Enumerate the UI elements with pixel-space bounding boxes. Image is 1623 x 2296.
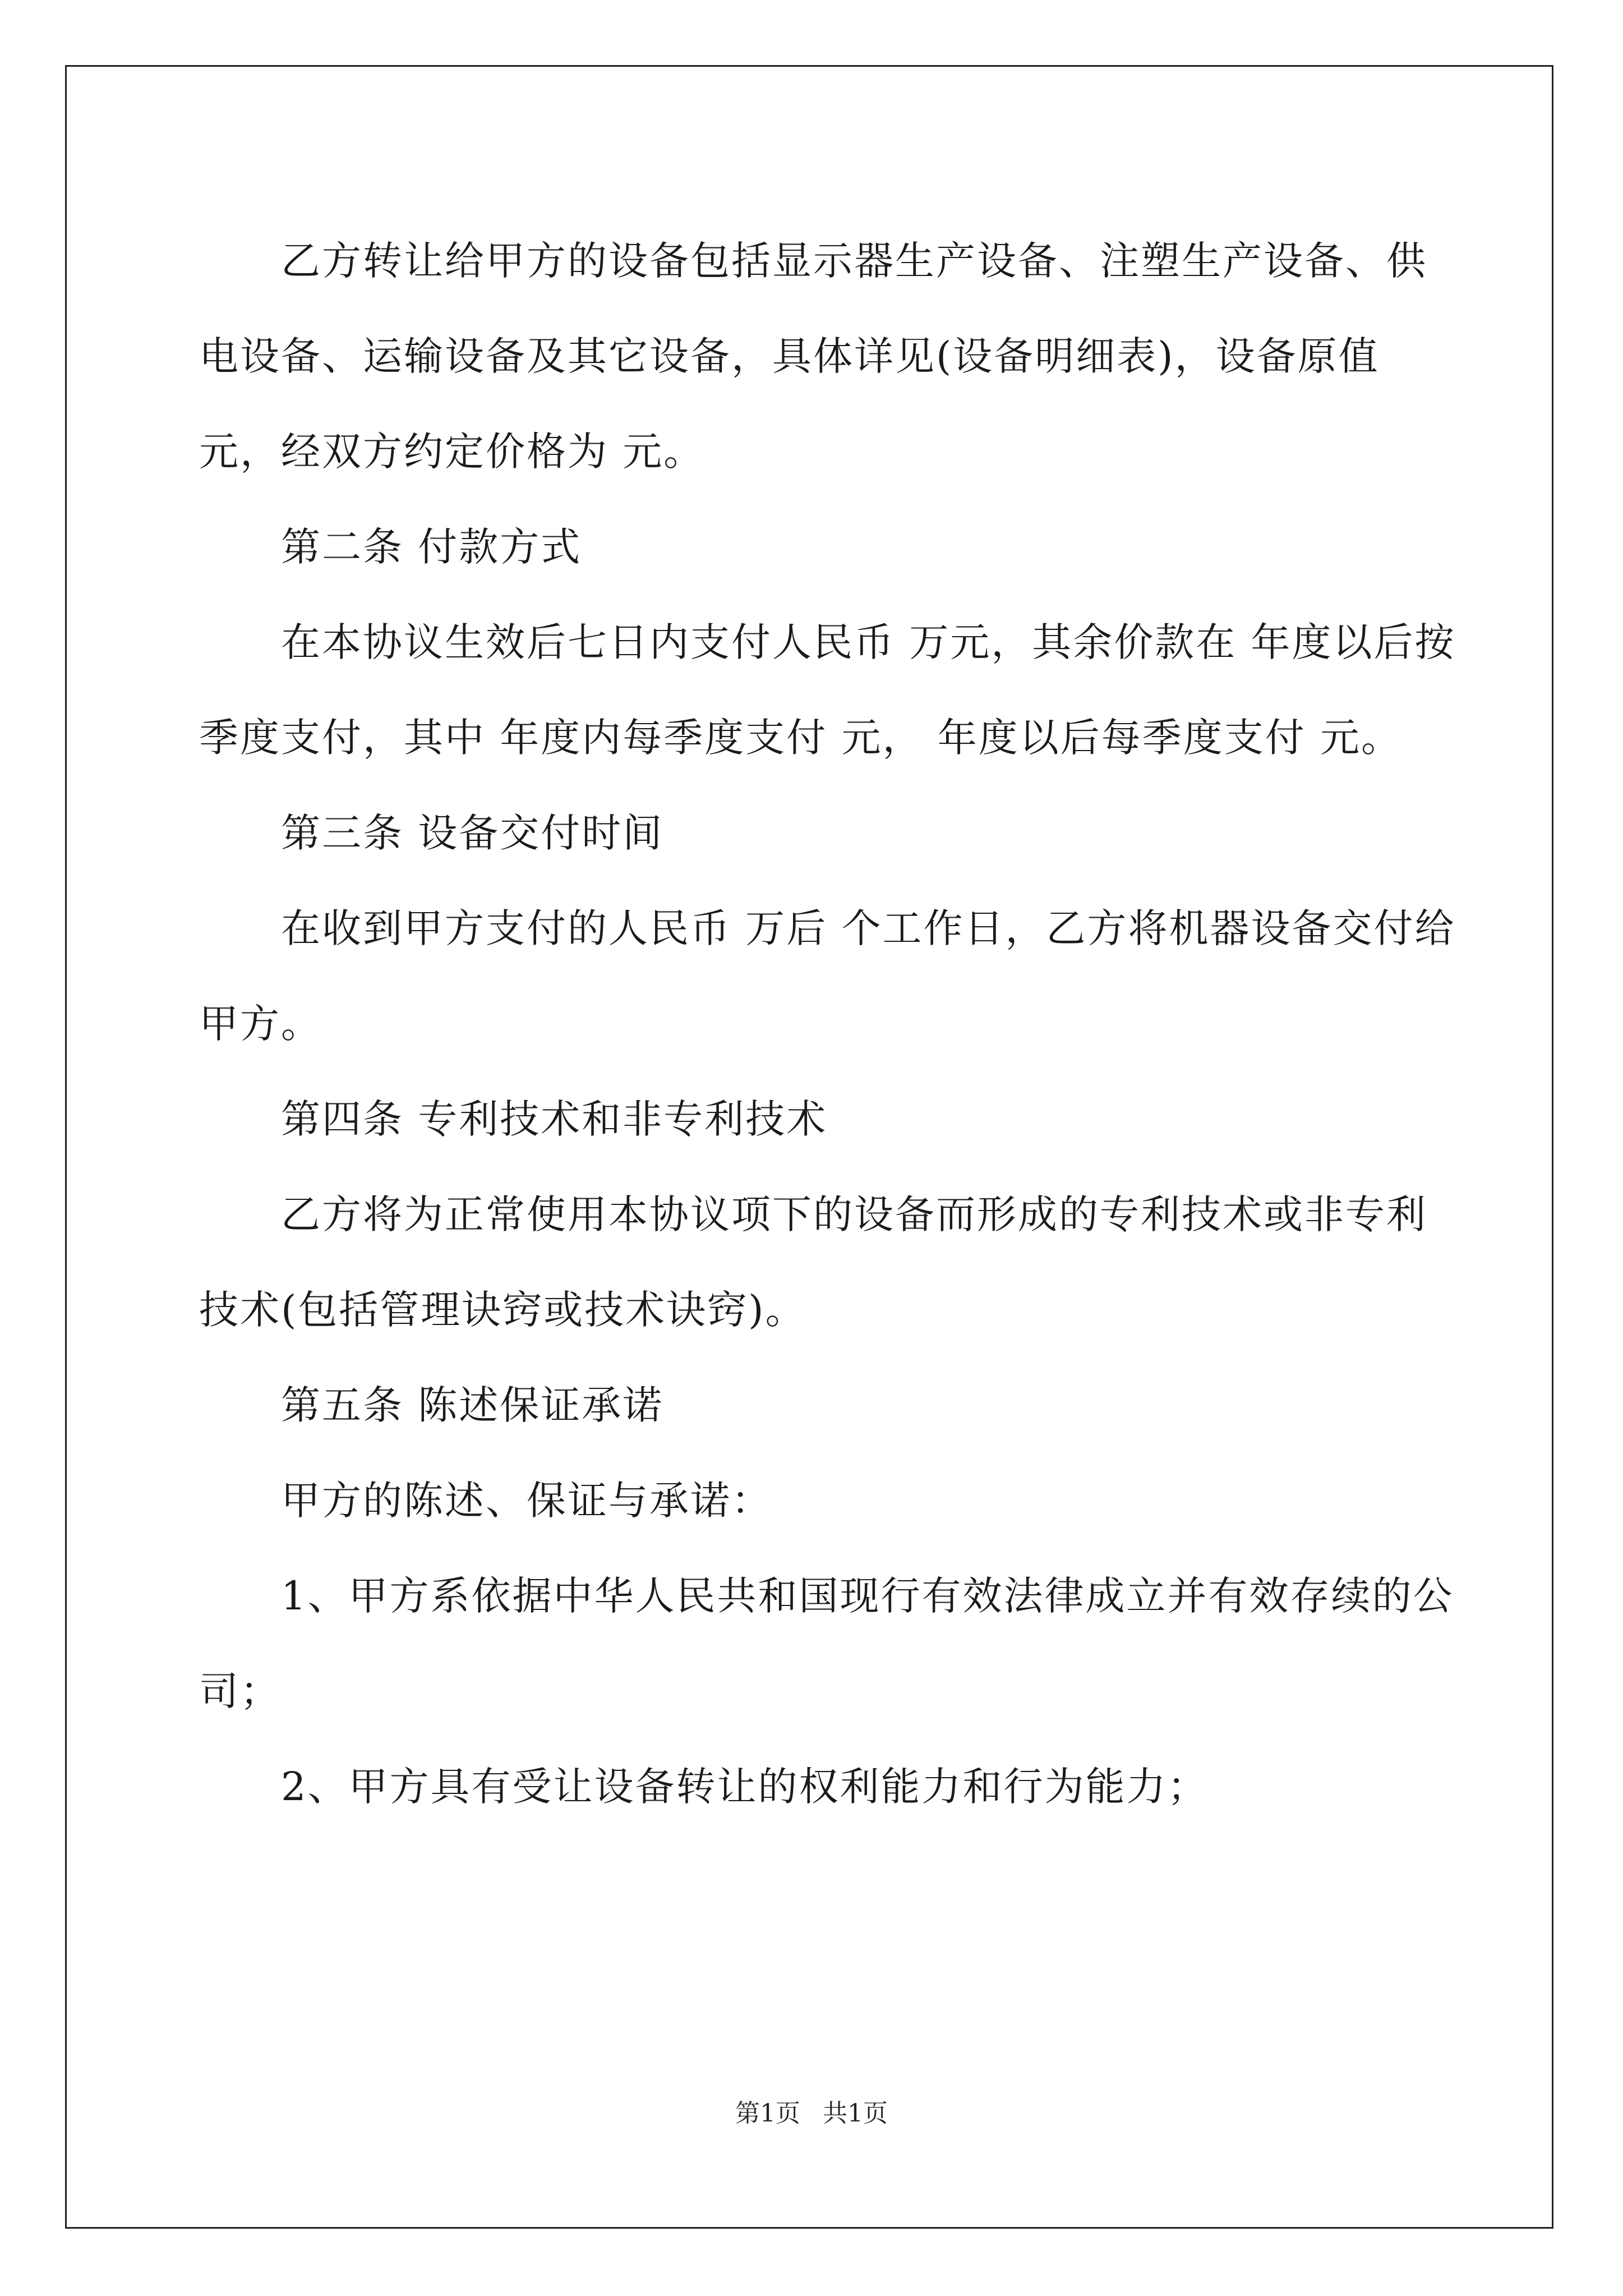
page-number: 第1页 [735, 2099, 800, 2128]
page-footer [0, 2097, 1623, 2131]
paragraph-party-a-statements: 甲方的陈述、保证与承诺： [281, 1478, 772, 1524]
article-4-heading: 第四条 专利技术和非专利技术 [281, 1096, 828, 1142]
article-5-heading: 第五条 陈述保证承诺 [281, 1382, 664, 1428]
paragraph-delivery-time: 在收到甲方支付的人民币 万后 个工作日，乙方将机器设备交付给甲方。 [199, 905, 1456, 1047]
page-total: 共1页 [823, 2099, 888, 2128]
list-item-1: 1、甲方系依据中华人民共和国现行有效法律成立并有效存续的公司； [199, 1573, 1454, 1714]
list-item-2: 2、甲方具有受让设备转让的权利能力和行为能力； [281, 1764, 1209, 1810]
document-body [199, 213, 1461, 1834]
article-2-heading: 第二条 付款方式 [281, 524, 582, 570]
paragraph-equipment-scope: 乙方转让给甲方的设备包括显示器生产设备、注塑生产设备、供电设备、运输设备及其它设备，具体详见(设备明细表)，设备原值 元，经双方约定价格为 元。 [199, 238, 1427, 475]
article-3-heading: 第三条 设备交付时间 [281, 810, 664, 856]
paragraph-patent-tech: 乙方将为正常使用本协议项下的设备而形成的专利技术或非专利技术(包括管理诀窍或技术诀窍)。 [199, 1191, 1427, 1333]
paragraph-payment-terms: 在本协议生效后七日内支付人民币 万元，其余价款在 年度以后按季度支付，其中 年度内每季度支付 元， 年度以后每季度支付 元。 [199, 619, 1456, 761]
